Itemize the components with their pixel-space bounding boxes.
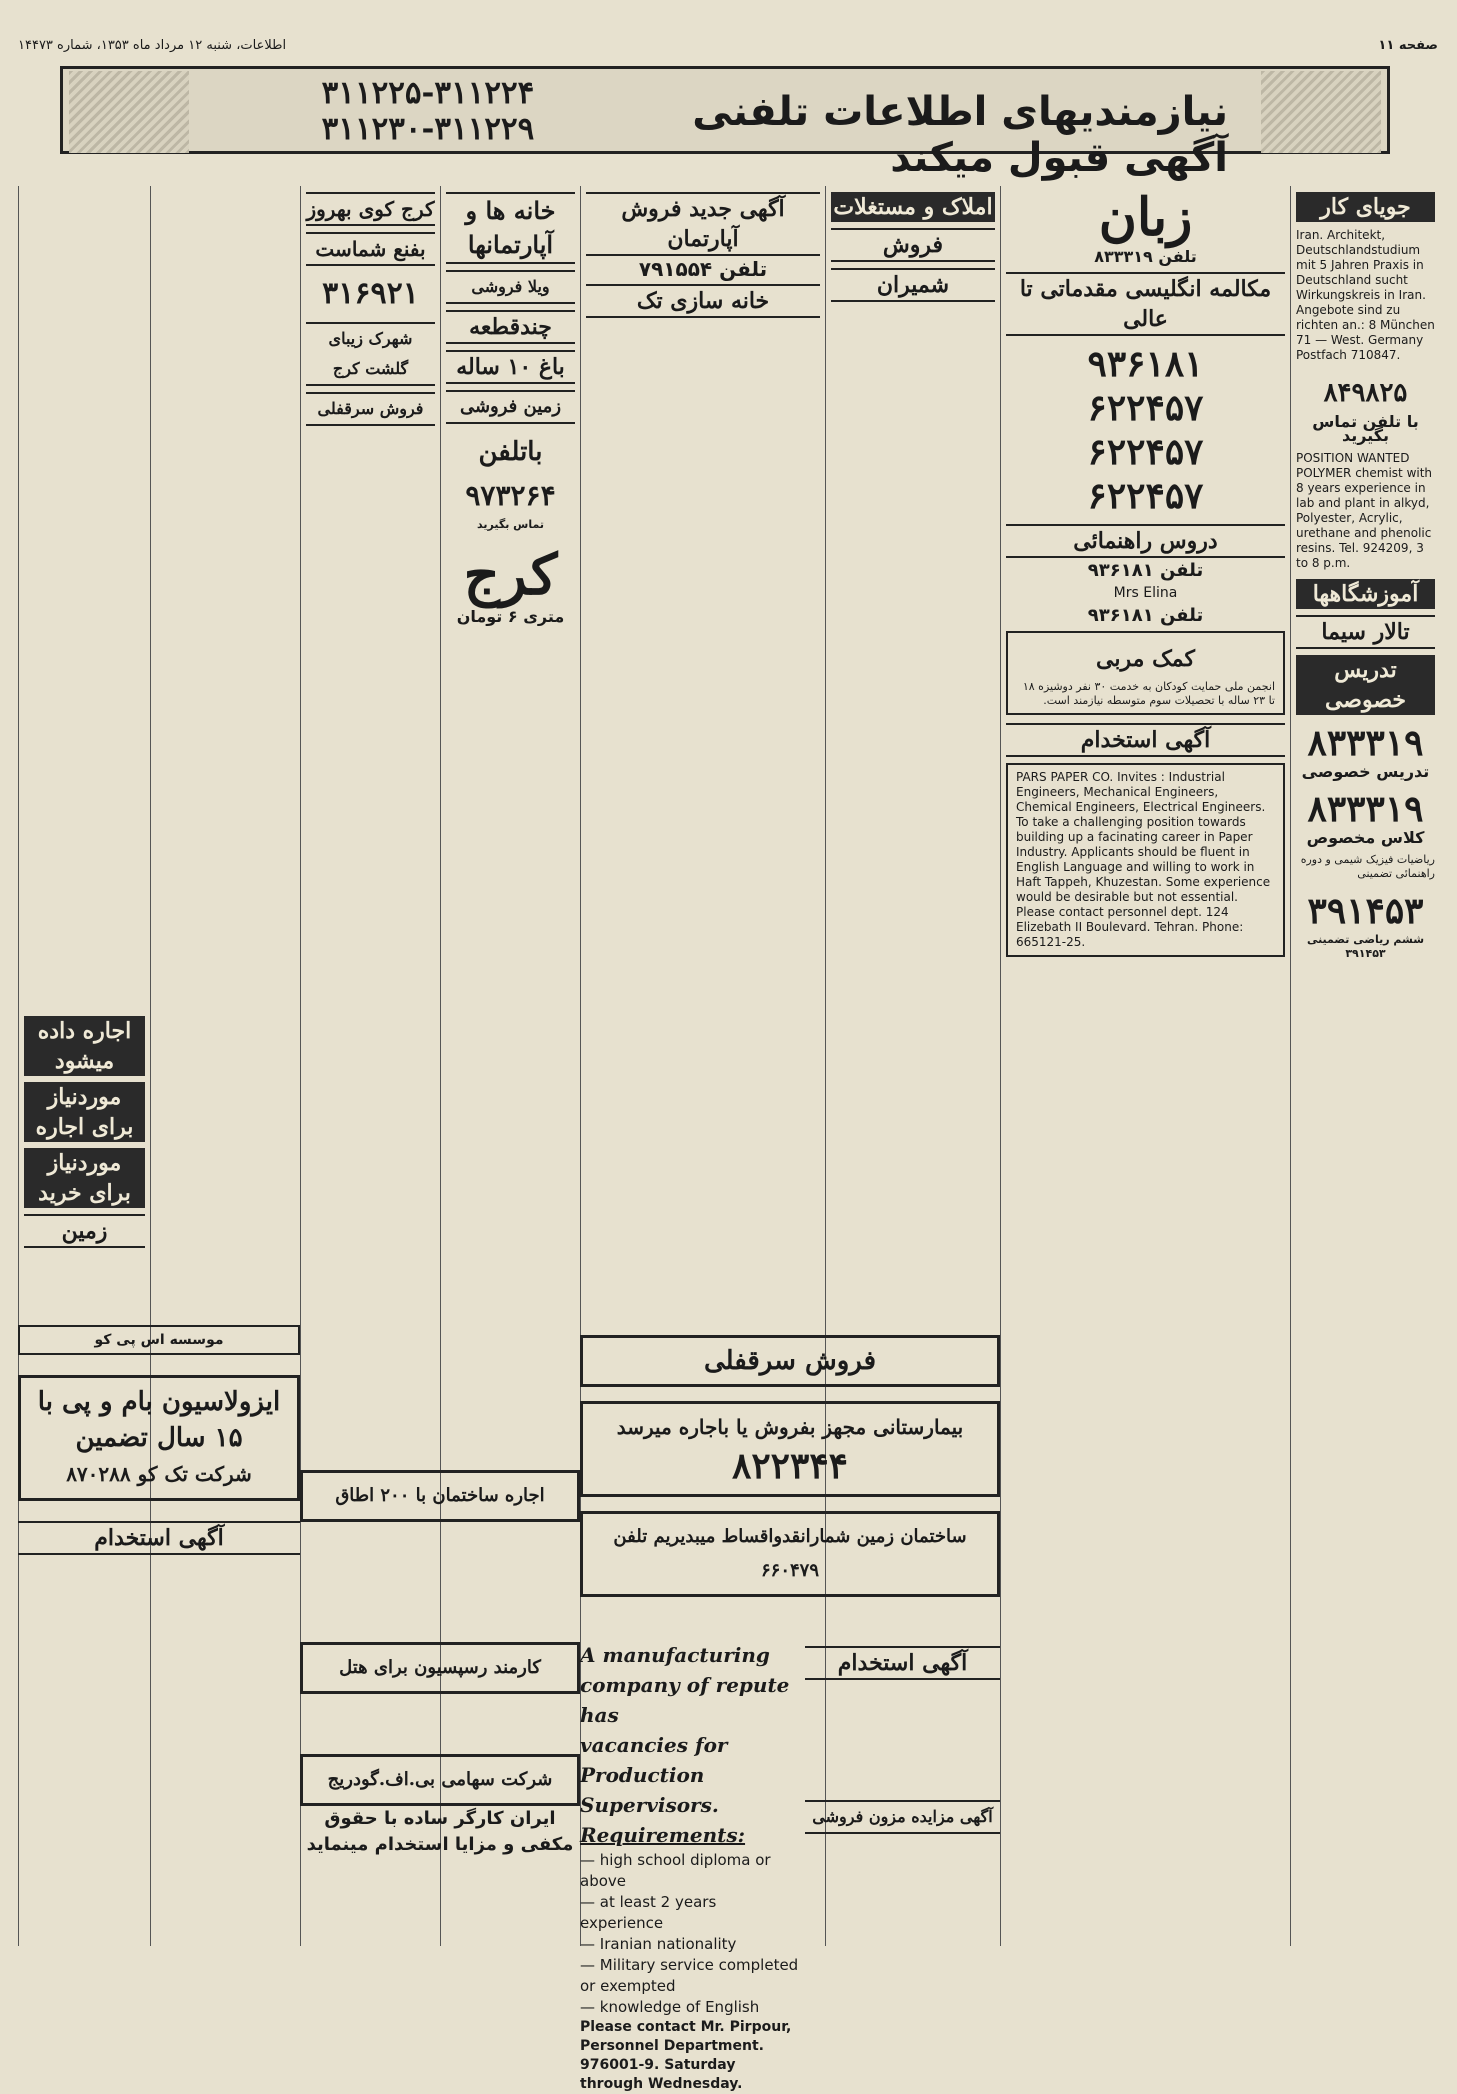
language-phone-4: ۶۲۲۴۵۷ xyxy=(1087,475,1204,517)
rent-building-title: اجاره ساختمان با ۲۰۰ اطاق xyxy=(300,1470,580,1522)
jobs-heading: جویای کار xyxy=(1296,192,1435,222)
auction-title: آگهی مزایده مزون فروشی xyxy=(805,1800,1000,1834)
eng-ad-line-4: Supervisors. xyxy=(580,1793,719,1817)
store-sale-title: فروش سرقفلی xyxy=(580,1335,1000,1387)
cooperative-title: خانه سازی تک xyxy=(586,284,820,318)
eng-ad-line-1: A manufacturing xyxy=(580,1643,770,1667)
karaj-title: کرج xyxy=(463,542,558,608)
banner-headline: نیازمندیهای اطلاعات تلفنی آگهی قبول میکند xyxy=(692,89,1228,181)
phone-big-col5: ۹۷۳۲۶۴ xyxy=(465,479,556,512)
tutor-phone-2: ۸۳۳۳۱۹ xyxy=(1307,788,1424,830)
sale-title: فروش xyxy=(831,228,995,262)
banner-phones-line2: ۳۱۱۲۳۰-۳۱۱۲۲۹ xyxy=(321,111,535,147)
english-hiring-ad xyxy=(580,1640,800,2094)
hiring-title-col7: آگهی استخدام xyxy=(18,1521,300,1555)
requirement-2: — at least 2 years experience xyxy=(580,1892,800,1934)
requirement-5: — knowledge of English xyxy=(580,1997,800,2018)
physics-ad: ریاضیات فیزیک شیمی و دوره راهنمائی تضمینی xyxy=(1300,853,1435,880)
sarghofli-title: فروش سرقفلی xyxy=(306,392,435,426)
land-installment-ad: ساختمان زمین شمارانقدواقساط میبدیریم تلفن ۶۶۰۴۷۹ xyxy=(580,1511,1000,1597)
tutor-label-2: کلاس مخصوص xyxy=(1306,828,1425,847)
eng-ad-line-3: vacancies for Production xyxy=(580,1733,728,1787)
math-label: ششم ریاضی تضمینی ۳۹۱۴۵۳ xyxy=(1306,933,1425,960)
insulation-phone: شرکت تک کو ۸۷۰۲۸۸ xyxy=(66,1462,252,1486)
pars-paper-ad: PARS PAPER CO. Invites : Industrial Engineers, Mechanical Engineers, Chemical Engineers, Electrical Engineers. To take a challenging position towards building up a facinating career in Paper Industry. Applicants should be fluent in English Language and willing to work in Haft Tappeh, Khuzestan. Some experience would be desirable but not essential. Please contact personnel dept. 124 Elizebath II Boulevard. Tehran. Phone: 665121-25. xyxy=(1006,763,1285,957)
top-header xyxy=(18,38,1438,54)
child-care-ad xyxy=(1006,631,1285,715)
guide-heading: دروس راهنمائی xyxy=(1006,524,1285,558)
phone-big-col6: ۳۱۶۹۲۱ xyxy=(322,276,419,311)
banner-phones-line1: ۳۱۱۲۲۵-۳۱۱۲۲۴ xyxy=(321,75,535,111)
requirements-label: Requirements: xyxy=(580,1823,746,1847)
requirement-3: — Iranian nationality xyxy=(580,1934,800,1955)
cinema-title: تالار سیما xyxy=(1296,615,1435,649)
insulation-ad xyxy=(18,1375,300,1501)
language-title: زبان xyxy=(1098,187,1193,248)
spco-title: موسسه اس پی کو xyxy=(18,1325,300,1355)
jobs-english-ad: Iran. Architekt, Deutschlandstudium mit 5 Jahren Praxis in Deutschland sucht Wirkungskreis in Iran. Angebote sind zu richten an.: 8 München 71 — West. Germany Postfach 710847. xyxy=(1296,228,1435,362)
rent-required-heading: موردنیاز برای اجاره xyxy=(24,1082,145,1142)
houses-title: خانه ها و آپارتمانها xyxy=(446,192,575,264)
reception-title: کارمند رسپسیون برای هتل xyxy=(300,1642,580,1694)
land-sale-title: زمین فروشی xyxy=(446,390,575,424)
garden-title: باغ ۱۰ ساله xyxy=(446,350,575,384)
tutor-name: Mrs Elina xyxy=(1113,585,1178,601)
call-phone: ۸۴۹۸۲۵ xyxy=(1323,378,1408,408)
conversation-phone: ۹۳۶۱۸۱ xyxy=(1087,343,1204,385)
child-care-title: کمک مربی xyxy=(1096,646,1195,672)
godrej-title: شرکت سهامی بی.اف.گودریج xyxy=(300,1754,580,1806)
land-title-col7: زمین xyxy=(24,1214,145,1248)
hospital-text: بیمارستانی مجهز بفروش یا باجاره میرسد xyxy=(616,1415,964,1439)
banner-illustration-left xyxy=(69,71,189,153)
column-7b xyxy=(150,186,300,1946)
phone-banner xyxy=(60,66,1390,181)
tutor-phone-1: ۸۳۳۳۱۹ xyxy=(1307,722,1424,764)
karaj-behrooz-title: کرج کوی بهروز xyxy=(306,192,435,226)
tutor-label-1: تدریس خصوصی xyxy=(1301,762,1430,781)
language-phone-3: ۶۲۲۴۵۷ xyxy=(1087,431,1204,473)
benefit-title: بفنع شماست xyxy=(306,232,435,266)
hospital-phone: ۸۲۲۳۴۴ xyxy=(731,1445,848,1487)
shemiran-title: شمیران xyxy=(831,268,995,302)
requirement-4: — Military service completed or exempted xyxy=(580,1955,800,1997)
conversation-title: مکالمه انگلیسی مقدماتی تا عالی xyxy=(1006,272,1285,336)
contact-col5: تماس بگیرید xyxy=(477,518,544,531)
lower-center-ads xyxy=(580,1335,1000,1597)
page-label: صفحه ۱۱ xyxy=(1378,38,1438,53)
eng-ad-line-2: company of repute has xyxy=(580,1673,790,1727)
column-1 xyxy=(1290,186,1440,1946)
chandghete-title: چندقطعه xyxy=(446,310,575,344)
villas-title: ویلا فروشی xyxy=(446,270,575,304)
hospital-ad xyxy=(580,1401,1000,1497)
banner-illustration-right xyxy=(1261,71,1381,153)
position-wanted-ad: POSITION WANTED POLYMER chemist with 8 years experience in lab and plant in alkyd, Polyester, Acrylic, urethane and phenolic resins. Tel. 924209, 3 to 8 p.m. xyxy=(1296,451,1433,570)
apartment-title: آگهی جدید فروش آپارتمان xyxy=(586,192,820,256)
buy-required-heading: موردنیاز برای خرید xyxy=(24,1148,145,1208)
lower-left-center-ads xyxy=(300,1470,580,1866)
child-care-text: انجمن ملی حمایت کودکان به خدمت ۳۰ نفر دوشیزه ۱۸ تا ۲۳ ساله با تحصیلات سوم متوسطه نیازمند است. xyxy=(1022,680,1275,707)
tutor-heading: تدریس خصوصی xyxy=(1296,655,1435,715)
bataleafon-label: باتلفن xyxy=(478,437,543,467)
lower-col3-ads xyxy=(805,1640,1000,1840)
insulation-text: ایزولاسیون بام و پی با ۱۵ سال تضمین xyxy=(37,1387,281,1453)
language-phone: تلفن ۸۳۳۳۱۹ xyxy=(1094,247,1197,266)
contact-line: Please contact Mr. Pirpour, Personnel Department. 976001-9. Saturday through Wednesday. xyxy=(580,2019,792,2092)
language-phone-2: ۶۲۲۴۵۷ xyxy=(1087,387,1204,429)
apartment-phone: تلفن ۷۹۱۵۵۴ xyxy=(638,257,768,281)
lower-left-ads xyxy=(18,1325,300,1561)
hiring-title-col3: آگهی استخدام xyxy=(805,1646,1000,1680)
guide-phone: تلفن ۹۳۶۱۸۱ xyxy=(1087,560,1204,581)
golshat-title: شهرک زیبای گلشت کرج xyxy=(306,322,435,386)
banner-phones xyxy=(263,75,593,147)
date-line: اطلاعات، شنبه ۱۲ مرداد ماه ۱۳۵۳، شماره ۱۴۴۷۳ xyxy=(18,38,287,53)
column-2 xyxy=(1000,186,1290,1946)
property-heading: املاک و مستغلات xyxy=(831,192,995,222)
call-label: با تلفن تماس بگیرید xyxy=(1312,412,1419,445)
math-phone: ۳۹۱۴۵۳ xyxy=(1307,890,1424,932)
column-7 xyxy=(18,186,150,1946)
godrej-text: ایران کارگر ساده با حقوق مکفی و مزایا استخدام مینماید xyxy=(306,1808,574,1855)
education-heading: آموزشگاهها xyxy=(1296,579,1435,609)
requirement-1: — high school diploma or above xyxy=(580,1850,800,1892)
rent-given-heading: اجاره داده میشود xyxy=(24,1016,145,1076)
hiring-title-col2: آگهی استخدام xyxy=(1006,723,1285,757)
price-text: متری ۶ تومان xyxy=(456,607,565,626)
guide-phone-2: تلفن ۹۳۶۱۸۱ xyxy=(1087,605,1204,626)
